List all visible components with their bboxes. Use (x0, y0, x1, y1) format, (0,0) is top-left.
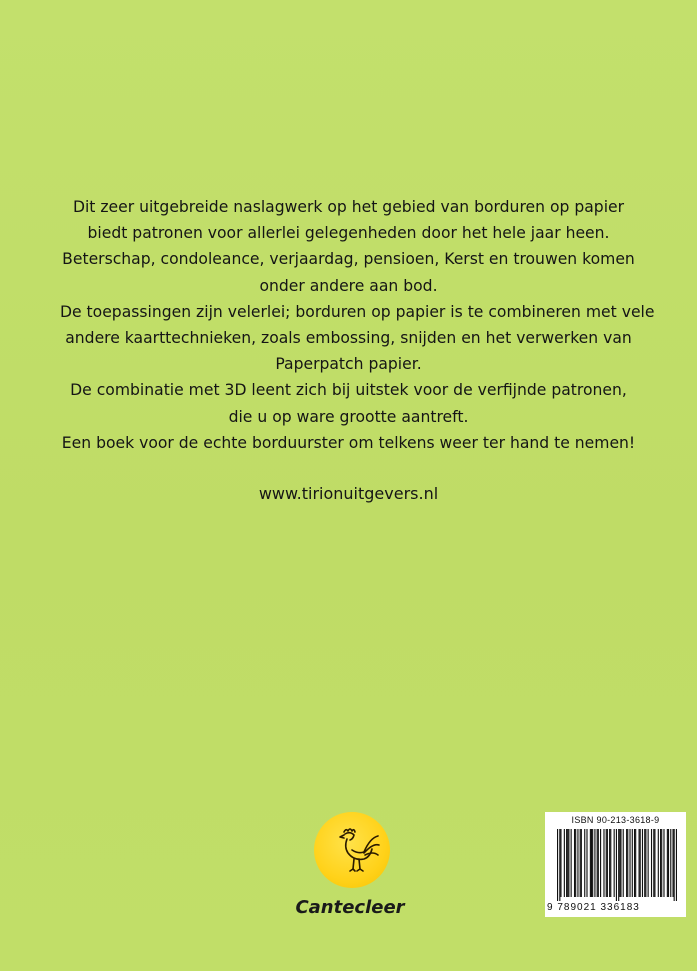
barcode-bar (584, 829, 585, 897)
barcode-bar (629, 829, 630, 897)
blurb-line: onder andere aan bod. (259, 276, 438, 295)
barcode (545, 812, 686, 917)
blurb-line: andere kaarttechnieken, zoals embossing, snijden en het verwerken van (65, 329, 632, 348)
blurb-line: die u op ware grootte aantreft. (228, 407, 469, 426)
barcode-bar (634, 829, 635, 897)
barcode-bar (580, 829, 581, 897)
barcode-bar (651, 829, 652, 897)
barcode-bars (557, 829, 677, 901)
barcode-bar (568, 829, 569, 897)
website-url: www.tirionuitgevers.nl (258, 484, 439, 503)
barcode-bar (658, 829, 659, 897)
barcode-bar (645, 829, 646, 897)
barcode-bar (619, 829, 620, 897)
isbn-label: ISBN 90-213-3618-9 (571, 815, 660, 825)
barcode-bar (674, 829, 675, 901)
blurb-line: Dit zeer uitgebreide naslagwerk op het gebied van borduren op papier (72, 198, 625, 216)
barcode-bar (610, 829, 611, 897)
barcode-bar (626, 829, 627, 897)
barcode-bar (559, 829, 560, 901)
barcode-bar (597, 829, 598, 897)
barcode-bar (663, 829, 664, 897)
barcode-bar (603, 829, 604, 897)
barcode-bar (635, 829, 636, 897)
barcode-bar (590, 829, 591, 897)
barcode-bar (660, 829, 661, 897)
barcode-bar (632, 829, 633, 897)
barcode-bar (594, 829, 595, 897)
barcode-bar (653, 829, 654, 897)
barcode-bar (676, 829, 677, 901)
barcode-bar (670, 829, 671, 897)
barcode-bar (607, 829, 608, 897)
barcode-bar (571, 829, 572, 897)
barcode-bar (644, 829, 645, 897)
blurb-line: Een boek voor de echte borduurster om telkens weer ter hand te nemen! (61, 433, 636, 452)
barcode-bar (560, 829, 561, 897)
barcode-bar (592, 829, 593, 897)
barcode-bar (600, 829, 601, 897)
barcode-bar (586, 829, 587, 897)
blurb-line: biedt patronen voor allerlei gelegenheden door het hele jaar heen. (87, 224, 610, 243)
barcode-bar (627, 829, 628, 897)
barcode-bar (672, 829, 673, 897)
barcode-bar (557, 829, 558, 901)
blurb-text (60, 194, 655, 456)
barcode-bar (623, 829, 624, 897)
barcode-bar (620, 829, 621, 897)
barcode-bar (591, 829, 592, 897)
barcode-bar (598, 829, 599, 897)
barcode-bar (648, 829, 649, 897)
barcode-bar (667, 829, 668, 897)
barcode-bar (614, 829, 615, 897)
barcode-bar (577, 829, 578, 897)
barcode-bar (616, 829, 617, 901)
barcode-bar (581, 829, 582, 897)
blurb-line: Beterschap, condoleance, verjaardag, pensioen, Kerst en trouwen komen (62, 250, 635, 269)
barcode-bar (642, 829, 643, 897)
blurb-line: De combinatie met 3D leent zich bij uitstek voor de verfijnde patronen, (70, 381, 627, 400)
barcode-bar (639, 829, 640, 897)
barcode-bar (640, 829, 641, 897)
barcode-bar (564, 829, 565, 897)
barcode-bar (606, 829, 607, 897)
barcode-bar (661, 829, 662, 897)
barcode-bar (567, 829, 568, 897)
barcode-bar (574, 829, 575, 897)
barcode-bar (618, 829, 619, 901)
barcode-bar (575, 829, 576, 897)
blurb-line: Paperpatch papier. (275, 355, 422, 374)
blurb-line: De toepassingen zijn velerlei; borduren op papier is te combineren met vele (60, 302, 655, 321)
ean-digits: 9 789021 336183 (547, 902, 640, 913)
rooster-icon (314, 812, 390, 888)
barcode-bar (566, 829, 567, 897)
barcode-bar (609, 829, 610, 897)
publisher-name: Cantecleer (295, 897, 405, 918)
barcode-bar (668, 829, 669, 897)
barcode-bar (654, 829, 655, 897)
logo-circle (314, 812, 390, 888)
